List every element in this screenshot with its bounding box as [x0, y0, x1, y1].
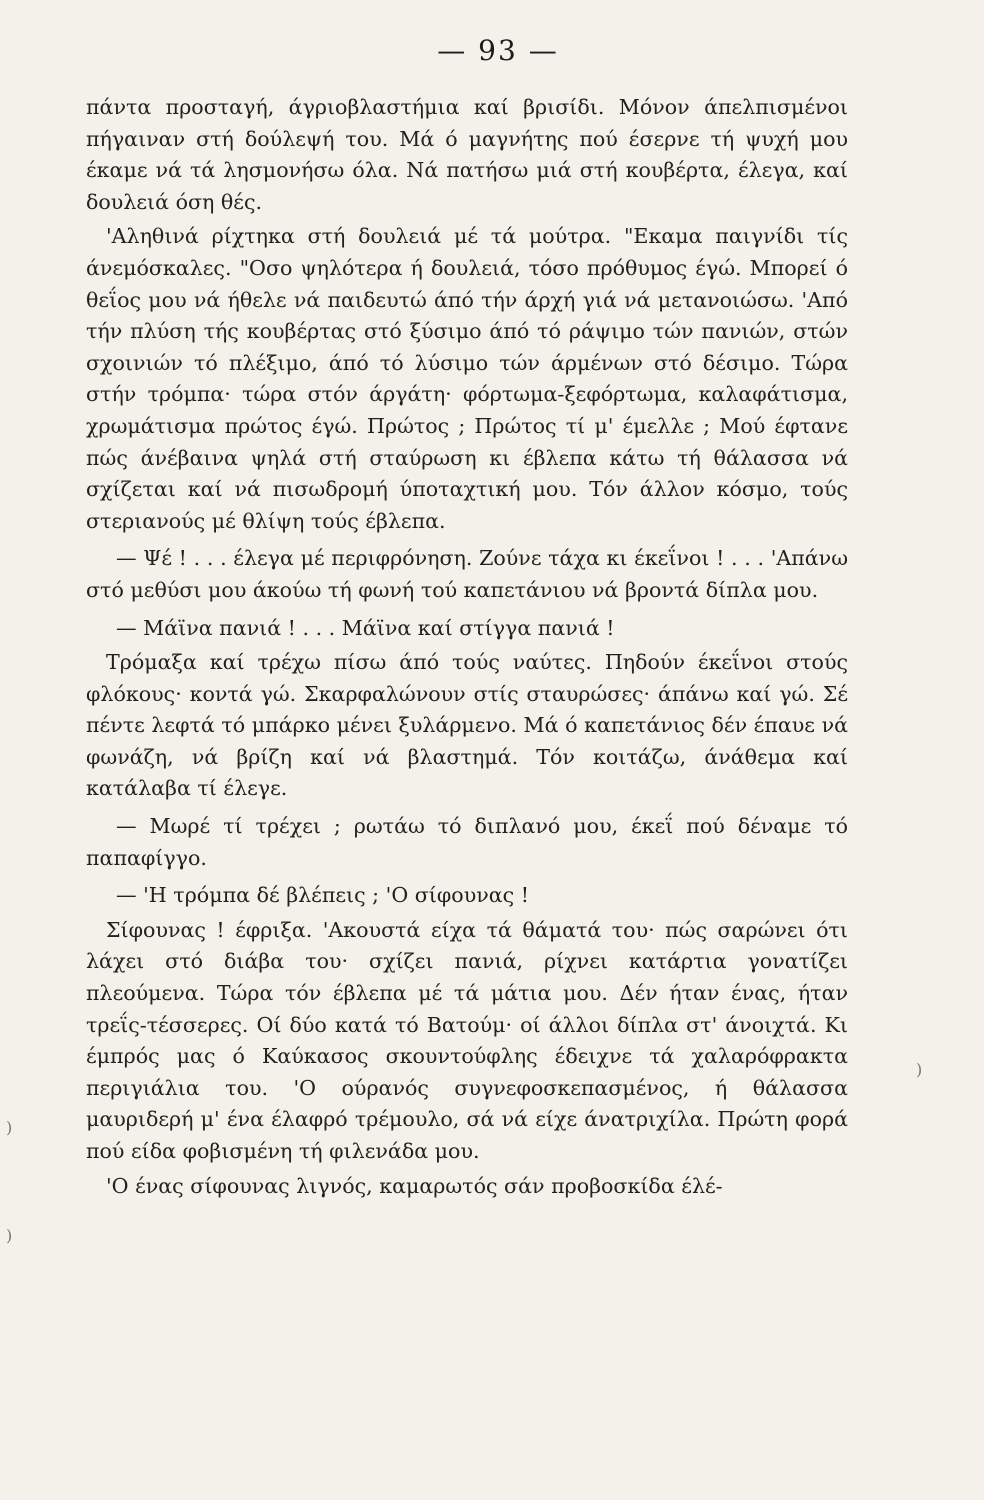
paragraph: πάντα προσταγή, άγριοβλαστήμια καί βρισίδι. Μόνον άπελπισμένοι πήγαιναν στή δούλεψή του. Μά ό μαγνήτης πού έσερνε τή ψυχή μου έκαμε νά τά λησμονήσω όλα. Νά πατήσω μιά στή κουβέρτα, έλεγα, καί δουλειά όση θές. — [86, 95, 848, 214]
page-number: — 93 — — [437, 34, 559, 67]
margin-mark: ) — [6, 1226, 13, 1245]
dialog-line: — Μωρέ τί τρέχει ; ρωτάω τό διπλανό μου, έκεΐ πού δέναμε τό παπαφίγγο. — [86, 814, 848, 870]
paragraph: Σίφουνας ! έφριξα. 'Ακουστά είχα τά θάματά του· πώς σαρώνει ότι λάχει στό διάβα του· σχίζει πανιά, ρίχνει κατάρτια γονατίζει πλεούμενα. Τώρα τόν έβλεπα μέ τά μάτια μου. Δέν ήταν ένας, ήταν τρεΐς-τέσσερες. Οί δύο κατά τό Βατούμ· οί άλλοι δίπλα στ' άνοιχτά. Κι έμπρός μας ό Καύκασος σκουντούφλης έδειχνε τά χαλαρόφρακτα περιγιάλια του. 'Ο ούρανός συγνεφοσκεπασμένος, ή θάλασσα μαυριδερή μ' ένα έλαφρό τρέμουλο, σά νά είχε άνατριχίλα. Πρώτη φορά πού είδα φοβισμένη τή φιλενάδα μου. — [86, 917, 848, 1163]
paragraph: 'Αληθινά ρίχτηκα στή δουλειά μέ τά μούτρα. "Εκαμα παιγνίδι τίς άνεμόσκαλες. "Οσο ψηλότερα ή δουλειά, τόσο πρόθυμος έγώ. Μπορεί ό θεΐος μου νά ήθελε νά παιδευτώ άπό τήν άρχή γιά νά μετανοιώσω. 'Από τήν πλύση τής κουβέρτας στό ξύσιμο άπό τό ράψιμο τών πανιών, στών σχοινιών τό πλέξιμο, άπό τό λύσιμο τών άρμένων στό δέσιμο. Τώρα στήν τρόμπα· τώρα στόν άργάτη· φόρτωμα-ξεφόρτωμα, καλαφάτισμα, χρωμάτισμα πρώτος έγώ. Πρώτος ; Πρώτος τί μ' έμελλε ; Μού έφτανε πώς άνέβαινα ψηλά στή σταύρωση κι έβλεπα κάτω τή θάλασσα νά σχίζεται καί νά πισωδρομή ύποταχτική μου. Τόν άλλον κόσμο, τούς στεριανούς μέ θλίψη τούς έβλεπα. — [86, 224, 848, 533]
margin-mark: ) — [916, 1060, 923, 1079]
dialog-line: — Ψέ ! . . . έλεγα μέ περιφρόνηση. Ζούνε τάχα κι έκεΐνοι ! . . . 'Απάνω στό μεθύσι μου άκούω τή φωνή τού καπετάνιου νά βροντά δίπλα μου. — [86, 546, 848, 602]
dialog-line: — 'Η τρόμπα δέ βλέπεις ; 'Ο σίφουνας ! — [116, 883, 530, 908]
page-body — [86, 92, 848, 1202]
paragraph: Τρόμαξα καί τρέχω πίσω άπό τούς ναύτες. Πηδούν έκεΐνοι στούς φλόκους· κοντά γώ. Σκαρφαλώνουν στίς σταυρώσες· άπάνω καί γώ. Σέ πέντε λεφτά τό μπάρκο μένει ξυλάρμενο. Μά ό καπετάνιος δέν έπαυε νά φωνάζη, νά βρίζη καί νά βλαστημά. Τόν κοιτάζω, άνάθεμα καί κατάλαβα τί έλεγε. — [86, 650, 848, 801]
paragraph: 'Ο ένας σίφουνας λιγνός, καμαρωτός σάν προβοσκίδα έλέ- — [106, 1173, 723, 1198]
dialog-line: — Μάϊνα πανιά ! . . . Μάϊνα καί στίγγα πανιά ! — [116, 615, 615, 640]
margin-mark: ) — [6, 1118, 13, 1137]
